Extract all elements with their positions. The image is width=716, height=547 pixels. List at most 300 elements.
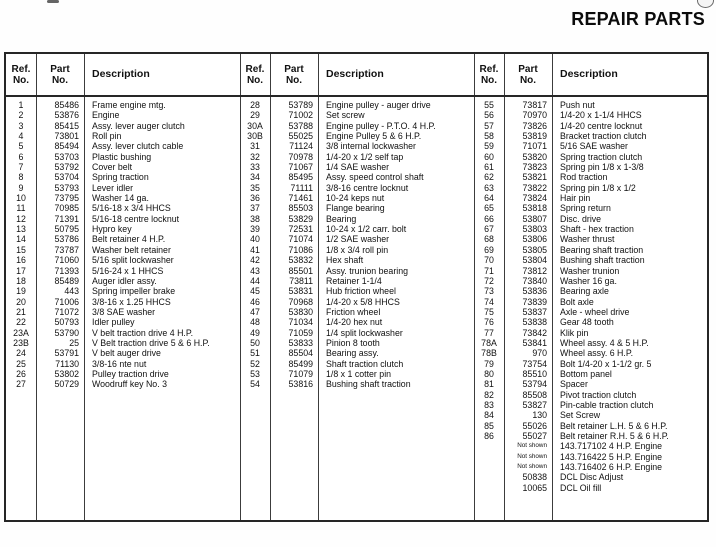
ref-no-cell: 47 bbox=[250, 306, 260, 317]
part-no-cell: 73826 bbox=[522, 120, 547, 131]
table-row bbox=[240, 193, 474, 203]
table-row bbox=[474, 462, 707, 472]
part-no-cell: Not shown bbox=[517, 463, 547, 471]
table-row bbox=[474, 472, 707, 482]
table-row bbox=[240, 266, 474, 276]
table-row bbox=[6, 172, 240, 182]
part-no-cell: 85501 bbox=[288, 265, 313, 276]
ref-no-cell: 66 bbox=[484, 213, 494, 224]
table-row bbox=[6, 162, 240, 172]
ref-no-cell: 33 bbox=[250, 162, 260, 173]
description-cell: 10-24 x 1/2 carr. bolt bbox=[326, 224, 407, 235]
ref-no-cell: 15 bbox=[16, 244, 26, 255]
description-cell: Assy. speed control shaft bbox=[326, 172, 424, 183]
description-cell: Hex shaft bbox=[326, 255, 364, 266]
ref-no-cell: 84 bbox=[484, 410, 494, 421]
table-row bbox=[474, 224, 707, 234]
ref-no-cell: 38 bbox=[250, 213, 260, 224]
part-no-cell: 73823 bbox=[522, 162, 547, 173]
description-cell: 5/16-18 x 3/4 HHCS bbox=[92, 203, 171, 214]
table-row bbox=[474, 100, 707, 110]
ref-no-cell: 59 bbox=[484, 141, 494, 152]
ref-no-cell: 70 bbox=[484, 255, 494, 266]
part-no-cell: 70970 bbox=[522, 110, 547, 121]
ref-no-cell: 24 bbox=[16, 348, 26, 359]
part-no-cell: 53807 bbox=[522, 213, 547, 224]
part-no-cell: 71002 bbox=[288, 110, 313, 121]
description-cell: 1/2 SAE washer bbox=[326, 234, 390, 245]
part-no-cell: 53805 bbox=[522, 244, 547, 255]
description-cell: Friction wheel bbox=[326, 306, 381, 317]
ref-no-header bbox=[240, 54, 270, 95]
part-no-cell: 70968 bbox=[288, 296, 313, 307]
table-row bbox=[6, 276, 240, 286]
ref-no-cell: 73 bbox=[484, 286, 494, 297]
ref-no-header bbox=[474, 54, 504, 95]
table-row bbox=[474, 245, 707, 255]
ref-no-cell: 60 bbox=[484, 151, 494, 162]
ref-no-cell: 79 bbox=[484, 358, 494, 369]
ref-no-cell: 6 bbox=[18, 151, 24, 162]
table-row bbox=[474, 359, 707, 369]
description-cell: Spring traction bbox=[92, 172, 149, 183]
part-no-cell: 10065 bbox=[522, 482, 547, 493]
table-row bbox=[474, 234, 707, 244]
header-label: Description bbox=[560, 68, 618, 80]
description-cell: Idler pulley bbox=[92, 317, 135, 328]
table-row bbox=[474, 421, 707, 431]
ref-no-cell: 74 bbox=[484, 296, 494, 307]
ref-no-cell: 9 bbox=[18, 182, 24, 193]
ref-no-cell: 31 bbox=[250, 141, 260, 152]
table-row bbox=[474, 276, 707, 286]
table-row bbox=[6, 348, 240, 358]
ref-no-cell: 44 bbox=[250, 275, 260, 286]
part-no-header bbox=[36, 54, 84, 95]
ref-no-cell: 62 bbox=[484, 172, 494, 183]
repair-parts-table bbox=[4, 52, 709, 522]
ref-no-cell: 13 bbox=[16, 224, 26, 235]
description-cell: 1/8 x 1 cotter pin bbox=[326, 368, 392, 379]
ref-no-cell: 49 bbox=[250, 327, 260, 338]
description-cell: Lever idler bbox=[92, 182, 134, 193]
ref-no-cell: 21 bbox=[16, 306, 26, 317]
table-row bbox=[240, 162, 474, 172]
ref-no-cell: 16 bbox=[16, 255, 26, 266]
description-cell: Bushing shaft traction bbox=[560, 255, 645, 266]
part-no-cell: 71461 bbox=[288, 193, 313, 204]
description-cell: Roll pin bbox=[92, 131, 122, 142]
ref-no-cell: 39 bbox=[250, 224, 260, 235]
part-no-cell: 53819 bbox=[522, 131, 547, 142]
ref-no-cell: 46 bbox=[250, 296, 260, 307]
ref-no-cell: 5 bbox=[18, 141, 24, 152]
description-cell: Bearing axle bbox=[560, 286, 609, 297]
part-no-cell: 73754 bbox=[522, 358, 547, 369]
ref-no-cell bbox=[474, 462, 504, 472]
description-cell: 3/8-16 nte nut bbox=[92, 358, 147, 369]
part-no-cell: 85504 bbox=[288, 348, 313, 359]
description-cell: Assy. lever auger clutch bbox=[92, 120, 185, 131]
part-no-cell: Not shown bbox=[517, 442, 547, 450]
description-cell: Bracket traction clutch bbox=[560, 131, 647, 142]
ref-no-cell bbox=[474, 452, 504, 462]
table-row bbox=[474, 390, 707, 400]
part-no-cell: 53836 bbox=[522, 286, 547, 297]
table-row bbox=[474, 379, 707, 389]
part-no-cell: 53876 bbox=[54, 110, 79, 121]
description-cell: Bearing assy. bbox=[326, 348, 379, 359]
ref-no-cell: 23A bbox=[13, 327, 29, 338]
table-header-group bbox=[240, 54, 474, 95]
ref-no-cell: 30A bbox=[247, 120, 263, 131]
header-label: Description bbox=[326, 68, 384, 80]
description-cell: DCL Disc Adjust bbox=[560, 472, 624, 483]
description-cell: Pivot traction clutch bbox=[560, 389, 637, 400]
table-row bbox=[474, 172, 707, 182]
table-row bbox=[474, 121, 707, 131]
table-row bbox=[6, 234, 240, 244]
description-cell: Belt retainer L.H. 5 & 6 H.P. bbox=[560, 420, 668, 431]
ref-no-cell: 48 bbox=[250, 317, 260, 328]
ref-no-cell: 51 bbox=[250, 348, 260, 359]
description-cell: Flange bearing bbox=[326, 203, 385, 214]
table-row bbox=[6, 183, 240, 193]
ref-no-cell: 82 bbox=[484, 389, 494, 400]
description-cell: Klik pin bbox=[560, 327, 589, 338]
description-cell: 3/8 SAE washer bbox=[92, 306, 156, 317]
table-row bbox=[240, 214, 474, 224]
part-no-cell: 53790 bbox=[54, 327, 79, 338]
table-row bbox=[474, 307, 707, 317]
description-cell: Axle - wheel drive bbox=[560, 306, 630, 317]
description-cell: Bearing shaft traction bbox=[560, 244, 644, 255]
description-cell: Assy. lever clutch cable bbox=[92, 141, 184, 152]
table-row bbox=[6, 255, 240, 265]
ref-no-cell: 72 bbox=[484, 275, 494, 286]
part-no-cell: 71086 bbox=[288, 244, 313, 255]
table-row bbox=[474, 286, 707, 296]
description-cell: Rod traction bbox=[560, 172, 608, 183]
part-no-cell: 73840 bbox=[522, 275, 547, 286]
parts-list-group-3 bbox=[474, 97, 707, 520]
part-no-cell: 71072 bbox=[54, 306, 79, 317]
page-title: REPAIR PARTS bbox=[571, 9, 705, 29]
ref-no-cell: 76 bbox=[484, 317, 494, 328]
description-cell: V belt traction drive 4 H.P. bbox=[92, 327, 194, 338]
ref-no-cell: 28 bbox=[250, 100, 260, 110]
part-no-cell: 85415 bbox=[54, 120, 79, 131]
table-row bbox=[240, 100, 474, 110]
part-no-cell: 85510 bbox=[522, 368, 547, 379]
part-no-cell: 55025 bbox=[288, 131, 313, 142]
part-no-cell: 53829 bbox=[288, 213, 313, 224]
part-no-cell: 71034 bbox=[288, 317, 313, 328]
table-header-group bbox=[474, 54, 707, 95]
description-cell: Bearing bbox=[326, 213, 357, 224]
part-no-cell: 85489 bbox=[54, 275, 79, 286]
description-cell: Spacer bbox=[560, 379, 588, 390]
ref-no-cell: 68 bbox=[484, 234, 494, 245]
table-row bbox=[240, 172, 474, 182]
description-cell: Assy. trunion bearing bbox=[326, 265, 408, 276]
part-no-cell: 71067 bbox=[288, 162, 313, 173]
part-no-cell: 50729 bbox=[54, 379, 79, 390]
description-cell: 5/16-24 x 1 HHCS bbox=[92, 265, 164, 276]
header-label: No. bbox=[285, 74, 303, 86]
ref-no-cell: 7 bbox=[18, 162, 24, 173]
part-no-cell: 53788 bbox=[288, 120, 313, 131]
ref-no-cell: 41 bbox=[250, 244, 260, 255]
ref-no-cell: 50 bbox=[250, 337, 260, 348]
ref-no-cell: 83 bbox=[484, 399, 494, 410]
description-cell: Hair pin bbox=[560, 193, 591, 204]
description-cell: Spring return bbox=[560, 203, 611, 214]
part-no-cell: 70978 bbox=[288, 151, 313, 162]
description-cell: 5/16-18 centre locknut bbox=[92, 213, 180, 224]
table-row bbox=[6, 100, 240, 110]
part-no-cell: 53794 bbox=[522, 379, 547, 390]
table-row bbox=[240, 328, 474, 338]
description-cell: Push nut bbox=[560, 100, 595, 110]
description-cell: Set screw bbox=[326, 110, 365, 121]
part-no-header bbox=[270, 54, 318, 95]
part-no-cell: 71060 bbox=[54, 255, 79, 266]
part-no-cell: 55027 bbox=[522, 431, 547, 441]
part-no-cell: 55026 bbox=[522, 420, 547, 431]
description-cell: Pinion 8 tooth bbox=[326, 337, 380, 348]
table-row bbox=[474, 183, 707, 193]
table-row bbox=[240, 286, 474, 296]
table-row bbox=[6, 266, 240, 276]
ref-no-cell: 77 bbox=[484, 327, 494, 338]
table-row bbox=[240, 359, 474, 369]
part-no-cell: 71074 bbox=[288, 234, 313, 245]
ref-no-cell: 34 bbox=[250, 172, 260, 183]
description-cell: Engine bbox=[92, 110, 120, 121]
ref-no-cell: 3 bbox=[18, 120, 24, 131]
description-header bbox=[552, 54, 707, 95]
table-row bbox=[240, 297, 474, 307]
part-no-cell: 53789 bbox=[288, 100, 313, 110]
table-row bbox=[474, 483, 707, 493]
description-cell: Set Screw bbox=[560, 410, 601, 421]
ref-no-cell: 20 bbox=[16, 296, 26, 307]
ref-no-cell: 64 bbox=[484, 193, 494, 204]
table-row bbox=[474, 193, 707, 203]
part-no-cell: 73787 bbox=[54, 244, 79, 255]
table-row bbox=[240, 152, 474, 162]
part-no-cell: 73822 bbox=[522, 182, 547, 193]
table-row bbox=[6, 214, 240, 224]
description-cell: V Belt traction drive 5 & 6 H.P. bbox=[92, 337, 210, 348]
ref-no-cell: 2 bbox=[18, 110, 24, 121]
ref-no-cell: 54 bbox=[250, 379, 260, 390]
part-no-cell: 443 bbox=[64, 286, 79, 297]
table-row bbox=[240, 307, 474, 317]
table-row bbox=[240, 245, 474, 255]
ref-no-cell: 85 bbox=[484, 420, 494, 431]
description-cell: 1/8 x 3/4 roll pin bbox=[326, 244, 389, 255]
table-row bbox=[240, 131, 474, 141]
ref-no-cell: 4 bbox=[18, 131, 24, 142]
table-row bbox=[6, 131, 240, 141]
part-no-cell: 53793 bbox=[54, 182, 79, 193]
description-cell: 5/16 split lockwasher bbox=[92, 255, 174, 266]
table-row bbox=[240, 183, 474, 193]
table-row bbox=[6, 369, 240, 379]
description-cell: 3/8-16 x 1.25 HHCS bbox=[92, 296, 171, 307]
part-no-cell: 73801 bbox=[54, 131, 79, 142]
ref-no-cell: 43 bbox=[250, 265, 260, 276]
ref-no-cell bbox=[474, 483, 504, 493]
description-cell: 1/4-20 hex nut bbox=[326, 317, 383, 328]
part-no-cell: 71111 bbox=[290, 182, 313, 193]
part-no-cell: 71006 bbox=[54, 296, 79, 307]
part-no-cell: 53791 bbox=[54, 348, 79, 359]
table-row bbox=[474, 369, 707, 379]
description-cell: Wheel assy. 6 H.P. bbox=[560, 348, 634, 359]
part-no-cell: 71079 bbox=[288, 368, 313, 379]
description-cell: Washer belt retainer bbox=[92, 244, 171, 255]
table-row bbox=[6, 152, 240, 162]
header-label: Ref. bbox=[479, 63, 499, 75]
ref-no-cell: 45 bbox=[250, 286, 260, 297]
description-cell: 1/4-20 centre locknut bbox=[560, 120, 643, 131]
parts-list-group-1 bbox=[6, 97, 240, 520]
description-cell: DCL Oil fill bbox=[560, 482, 602, 493]
header-label: No. bbox=[519, 74, 537, 86]
table-row bbox=[6, 245, 240, 255]
part-no-cell: 53704 bbox=[54, 172, 79, 183]
part-no-cell: 53703 bbox=[54, 151, 79, 162]
table-row bbox=[474, 297, 707, 307]
part-no-cell: 53827 bbox=[522, 399, 547, 410]
table-row bbox=[474, 317, 707, 327]
description-cell: Gear 48 tooth bbox=[560, 317, 614, 328]
table-row bbox=[474, 348, 707, 358]
description-cell: Shaft - hex traction bbox=[560, 224, 634, 235]
table-row bbox=[6, 307, 240, 317]
description-cell: 5/16 SAE washer bbox=[560, 141, 628, 152]
ref-no-cell: 52 bbox=[250, 358, 260, 369]
table-row bbox=[6, 328, 240, 338]
table-row bbox=[6, 121, 240, 131]
description-cell: Woodruff key No. 3 bbox=[92, 379, 167, 390]
part-no-cell: 53806 bbox=[522, 234, 547, 245]
table-row bbox=[240, 121, 474, 131]
description-cell: Washer 16 ga. bbox=[560, 275, 617, 286]
header-label: No. bbox=[12, 74, 30, 86]
ref-no-cell: 78B bbox=[481, 348, 497, 359]
table-row bbox=[6, 193, 240, 203]
table-row bbox=[6, 297, 240, 307]
header-label: Ref. bbox=[245, 63, 265, 75]
ref-no-cell: 29 bbox=[250, 110, 260, 121]
part-no-cell: 130 bbox=[532, 410, 547, 421]
table-row bbox=[240, 369, 474, 379]
ref-no-header bbox=[6, 54, 36, 95]
ref-no-cell: 10 bbox=[16, 193, 26, 204]
description-cell: 143.717102 4 H.P. Engine bbox=[560, 441, 663, 452]
description-cell: Spring pin 1/8 x 1-3/8 bbox=[560, 162, 644, 173]
ref-no-cell: 30B bbox=[247, 131, 263, 142]
table-row bbox=[474, 452, 707, 462]
ref-no-cell bbox=[474, 441, 504, 451]
description-cell: Engine pulley - P.T.O. 4 H.P. bbox=[326, 120, 436, 131]
ref-no-cell: 22 bbox=[16, 317, 26, 328]
description-cell: Bushing shaft traction bbox=[326, 379, 411, 390]
part-no-cell: 73812 bbox=[522, 265, 547, 276]
ref-no-cell: 42 bbox=[250, 255, 260, 266]
description-cell: Engine pulley - auger drive bbox=[326, 100, 431, 110]
description-cell: 3/8-16 centre locknut bbox=[326, 182, 409, 193]
description-cell: 1/4 SAE washer bbox=[326, 162, 390, 173]
ref-no-cell: 63 bbox=[484, 182, 494, 193]
part-no-cell: 70985 bbox=[54, 203, 79, 214]
table-row bbox=[474, 141, 707, 151]
description-cell: Pulley traction drive bbox=[92, 368, 169, 379]
table-row bbox=[474, 152, 707, 162]
parts-list-group-2 bbox=[240, 97, 474, 520]
description-cell: Wheel assy. 4 & 5 H.P. bbox=[560, 337, 649, 348]
ref-no-cell: 8 bbox=[18, 172, 24, 183]
description-cell: Plastic bushing bbox=[92, 151, 152, 162]
part-no-cell: 53818 bbox=[522, 203, 547, 214]
description-cell: Retainer 1-1/4 bbox=[326, 275, 382, 286]
description-cell: 1/4 split lockwasher bbox=[326, 327, 403, 338]
description-cell: Belt retainer R.H. 5 & 6 H.P. bbox=[560, 431, 669, 441]
part-no-cell: 72531 bbox=[288, 224, 313, 235]
table-row bbox=[474, 441, 707, 451]
table-row bbox=[6, 224, 240, 234]
description-cell: 143.716402 6 H.P. Engine bbox=[560, 462, 663, 473]
table-row bbox=[474, 255, 707, 265]
description-cell: Washer trunion bbox=[560, 265, 620, 276]
ref-no-cell: 53 bbox=[250, 368, 260, 379]
table-row bbox=[240, 203, 474, 213]
description-cell: Bolt axle bbox=[560, 296, 594, 307]
ref-no-cell: 23B bbox=[13, 337, 29, 348]
part-no-cell: 50793 bbox=[54, 317, 79, 328]
table-row bbox=[240, 276, 474, 286]
description-cell: Spring traction clutch bbox=[560, 151, 643, 162]
ref-no-cell: 14 bbox=[16, 234, 26, 245]
part-no-cell: 73795 bbox=[54, 193, 79, 204]
ref-no-cell: 67 bbox=[484, 224, 494, 235]
description-cell: Disc. drive bbox=[560, 213, 602, 224]
part-no-cell: 53838 bbox=[522, 317, 547, 328]
description-cell: Washer 14 ga. bbox=[92, 193, 149, 204]
part-no-cell: 85503 bbox=[288, 203, 313, 214]
table-row bbox=[240, 141, 474, 151]
header-label: Part bbox=[50, 63, 70, 75]
ref-no-cell: 12 bbox=[16, 213, 26, 224]
table-header-group bbox=[6, 54, 240, 95]
scan-smudge-artifact bbox=[47, 0, 59, 3]
description-cell: Hypro key bbox=[92, 224, 132, 235]
table-row bbox=[6, 286, 240, 296]
table-row bbox=[240, 379, 474, 389]
part-no-cell: 85508 bbox=[522, 389, 547, 400]
table-row bbox=[474, 400, 707, 410]
part-no-cell: 53786 bbox=[54, 234, 79, 245]
description-cell: Pin-cable traction clutch bbox=[560, 399, 654, 410]
part-no-cell: 53821 bbox=[522, 172, 547, 183]
description-cell: Engine Pulley 5 & 6 H.P. bbox=[326, 131, 422, 142]
part-no-cell: 53841 bbox=[522, 337, 547, 348]
table-row bbox=[6, 359, 240, 369]
